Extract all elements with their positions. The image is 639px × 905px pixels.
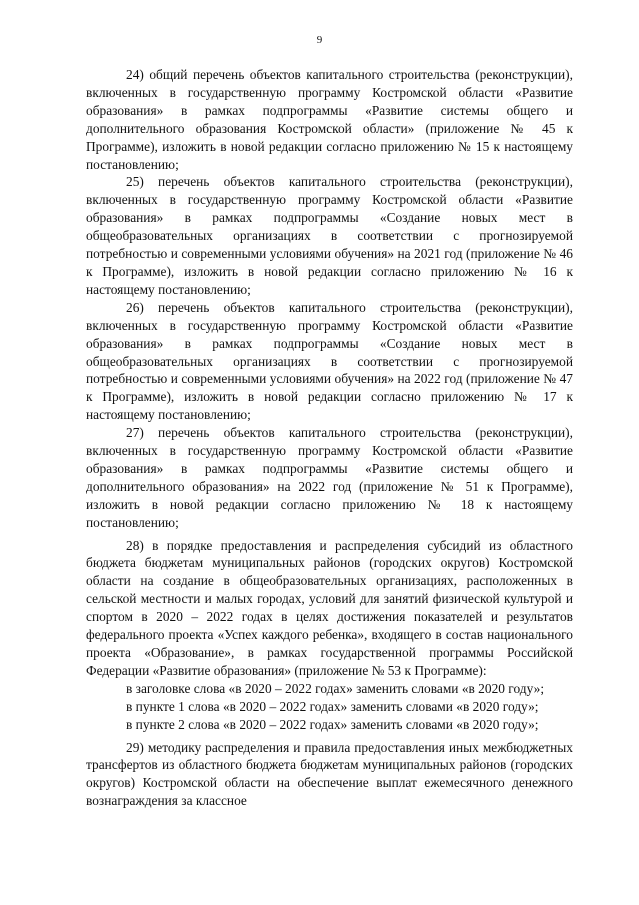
paragraph-item-29: 29) методику распределения и правила предоставления иных межбюджетных трансфертов из областного бюджета бюджетам муниципальных районов (городских округов) Костромской области на обеспечение выплат ежемесячного денежного вознаграждения за классное: [86, 739, 573, 809]
document-body: [86, 66, 573, 810]
page-number: 9: [316, 34, 323, 46]
paragraph-item-27: 27) перечень объектов капитального строительства (реконструкции), включенных в государственную программу Костромской области «Развитие образования» в рамках подпрограммы «Развитие системы общего и дополнительного образования» на 2022 год (приложение № 51 к Программе), изложить в новой редакции согласно приложению № 18 к настоящему постановлению;: [86, 425, 573, 530]
paragraph-item-25: 25) перечень объектов капитального строительства (реконструкции), включенных в государственную программу Костромской области «Развитие образования» в рамках подпрограммы «Создание новых мест в общеобразовательных организациях в соответствии с прогнозируемой потребностью и современными условиями обучения» на 2021 год (приложение № 46 к Программе), изложить в новой редакции согласно приложению № 16 к настоящему постановлению;: [86, 174, 573, 297]
paragraph-item-26: 26) перечень объектов капитального строительства (реконструкции), включенных в государственную программу Костромской области «Развитие образования» в рамках подпрограммы «Создание новых мест в общеобразовательных организациях в соответствии с прогнозируемой потребностью и современными условиями обучения» на 2022 год (приложение № 47 к Программе), изложить в новой редакции согласно приложению № 17 к настоящему постановлению;: [86, 299, 573, 423]
paragraph-item-24: 24) общий перечень объектов капитального строительства (реконструкции), включенных в государственную программу Костромской области «Развитие образования» в рамках подпрограммы «Развитие системы общего и дополнительного образования Костромской области» (приложение № 45 к Программе), изложить в новой редакции согласно приложению № 15 к настоящему постановлению;: [86, 67, 573, 172]
paragraph-item-28: 28) в порядке предоставления и распределения субсидий из областного бюджета бюджетам муниципальных районов (городских округов) Костромской области на создание в общеобразовательных организациях, расположенных в сельской местности и малых городах, условий для занятий физической культурой и спортом в 2020 – 2022 годах в целях достижения показателей и результатов федерального проекта «Успех каждого ребенка», входящего в состав национального проекта «Образование», в рамках государственной программы Российской Федерации «Развитие образования» (приложение № 53 к Программе):: [86, 537, 573, 678]
paragraph-item-28-clause-2-change: в пункте 2 слова «в 2020 – 2022 годах» заменить словами «в 2020 году»;: [126, 716, 539, 732]
paragraph-item-28-clause-1-change: в пункте 1 слова «в 2020 – 2022 годах» заменить словами «в 2020 году»;: [126, 698, 539, 714]
paragraph-item-28-title-change: в заголовке слова «в 2020 – 2022 годах» заменить словами «в 2020 году»;: [126, 680, 545, 696]
